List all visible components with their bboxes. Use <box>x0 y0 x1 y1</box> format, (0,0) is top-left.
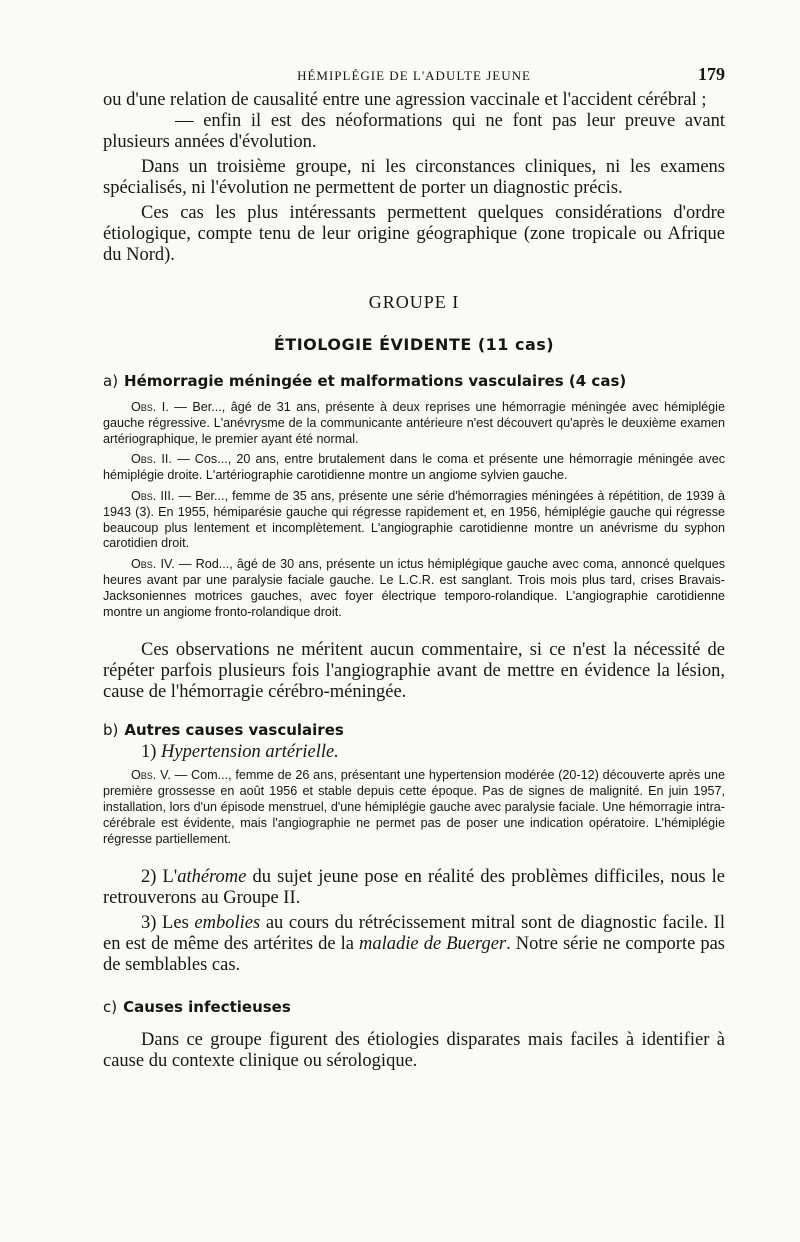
intro-paragraph-2: — enfin il est des néoformations qui ne font pas leur preuve avant plusieurs années d'évolution. <box>103 111 725 152</box>
section-a-title: Hémorragie méningée et malformations vasculaires (4 cas) <box>124 372 627 390</box>
section-b-item2 <box>103 867 725 909</box>
observation-label: Obs. IV. <box>131 557 175 572</box>
observation-label: Obs. V. <box>131 768 171 783</box>
item3-italic-1: embolies <box>194 913 261 934</box>
item2-italic: athérome <box>177 867 247 888</box>
observation-2 <box>103 452 725 484</box>
observation-text: — Com..., femme de 26 ans, présentant une hypertension modérée (20-12) découverte après une première grossesse en août 1956 et stable depuis cette époque. Pas de signes de malignité. En juin 1957, installation, lors d'un épisode menstruel, d'une hémiplégie gauche avec paralysie faciale. Une hémorragie intra-cérébrale est évidente, mais l'angiographie ne permet pas de poser une indication opératoire. L'hémiplégie régresse partiellement. <box>103 768 725 846</box>
observation-3 <box>103 489 725 552</box>
observation-label: Obs. III. <box>131 488 175 503</box>
intro-paragraph-3: Dans un troisième groupe, ni les circonstances cliniques, ni les examens spécialisés, ni l'évolution ne permettent de porter un diagnostic précis. <box>103 157 725 198</box>
observation-4 <box>103 557 725 620</box>
section-a-comment: Ces observations ne méritent aucun commentaire, si ce n'est la nécessité de répéter parfois plusieurs fois l'angiographie avant de mettre en évidence la lésion, cause de l'hémorragie cérébro-méningée. <box>103 640 725 703</box>
group-title: GROUPE I <box>368 292 460 312</box>
running-head <box>103 64 725 90</box>
observation-label: Obs. II. <box>131 452 172 467</box>
section-b-heading <box>103 721 725 739</box>
section-b-item3 <box>103 913 725 976</box>
page-number: 179 <box>698 64 725 84</box>
section-c-paragraph: Dans ce groupe figurent des étiologies disparates mais faciles à identifier à cause du contexte clinique ou sérologique. <box>103 1030 725 1072</box>
intro-paragraph-4: Ces cas les plus intéressants permettent quelques considérations d'ordre étiologique, compte tenu de leur origine géographique (zone tropicale ou Afrique du Nord). <box>103 203 725 265</box>
observation-text: — Ber..., femme de 35 ans, présente une série d'hémorragies méningées à répétition, de 1939 à 1943 (3). En 1955, hémiparésie gauche qui régresse rapidement et, en 1956, hémiplégie gauche qui régresse beaucoup plus lentement et incomplètement. L'angiographie carotidienne montre un anévrisme du syphon carotidien droit. <box>103 488 725 551</box>
section-c-title: Causes infectieuses <box>123 998 291 1017</box>
observation-label: Obs. I. <box>131 400 169 414</box>
item1-title: Hypertension artérielle. <box>161 742 339 763</box>
item3-middle: au cours du rétrécissement mitral sont de diagnostic facile. Il en est de même des artérites de la <box>103 913 725 955</box>
observation-text: — Cos..., 20 ans, entre brutalement dans le coma et présente une hémorragie méningée avec hémiplégie droite. L'artériographie carotidienne montre un angiome sylvien gauche. <box>103 452 725 483</box>
group-subtitle: ÉTIOLOGIE ÉVIDENTE (11 cas) <box>273 335 555 354</box>
observation-1 <box>103 400 725 447</box>
book-page <box>103 64 725 1072</box>
running-title: HÉMIPLÉGIE DE L'ADULTE JEUNE <box>297 68 531 83</box>
item3-suffix: . Notre série ne comporte pas de semblables cas. <box>103 934 725 976</box>
intro-paragraph-1: ou d'une relation de causalité entre une agression vaccinale et l'accident cérébral ; <box>103 90 707 110</box>
observation-text: — Rod..., âgé de 30 ans, présente un ictus hémiplégique gauche avec coma, annoncé quelques heures avant par une paralysie faciale gauche. Le L.C.R. est sanglant. Trois mois plus tard, crises Bravais-Jacksoniennes motrices gauches, avec foyer électrique temporo-rolandique. L'angiographie carotidienne montre un angiome fronto-rolandique droit. <box>103 557 725 619</box>
section-c-letter: c) <box>103 998 118 1017</box>
section-a-letter: a) <box>103 372 119 390</box>
section-b-title: Autres causes vasculaires <box>124 721 344 740</box>
item3-italic-2: maladie de Buerger <box>359 934 507 955</box>
observation-5 <box>103 768 725 847</box>
section-b-letter: b) <box>103 721 119 740</box>
item1-number: 1) <box>141 742 157 763</box>
section-c-heading <box>103 998 725 1016</box>
section-a-heading <box>103 372 725 390</box>
item2-prefix: 2) L' <box>141 867 178 888</box>
observation-text: — Ber..., âgé de 31 ans, présente à deux reprises une hémorragie méningée avec hémiplégie gauche régressive. L'anévrysme de la communicante antérieure n'est découvert qu'après le deuxième examen artériographique, le premier ayant été normal. <box>103 400 725 446</box>
item3-prefix: 3) Les <box>141 913 195 934</box>
item2-suffix: du sujet jeune pose en réalité des problèmes difficiles, nous le retrouverons au Groupe II. <box>103 867 726 909</box>
section-b-item1 <box>103 741 725 763</box>
